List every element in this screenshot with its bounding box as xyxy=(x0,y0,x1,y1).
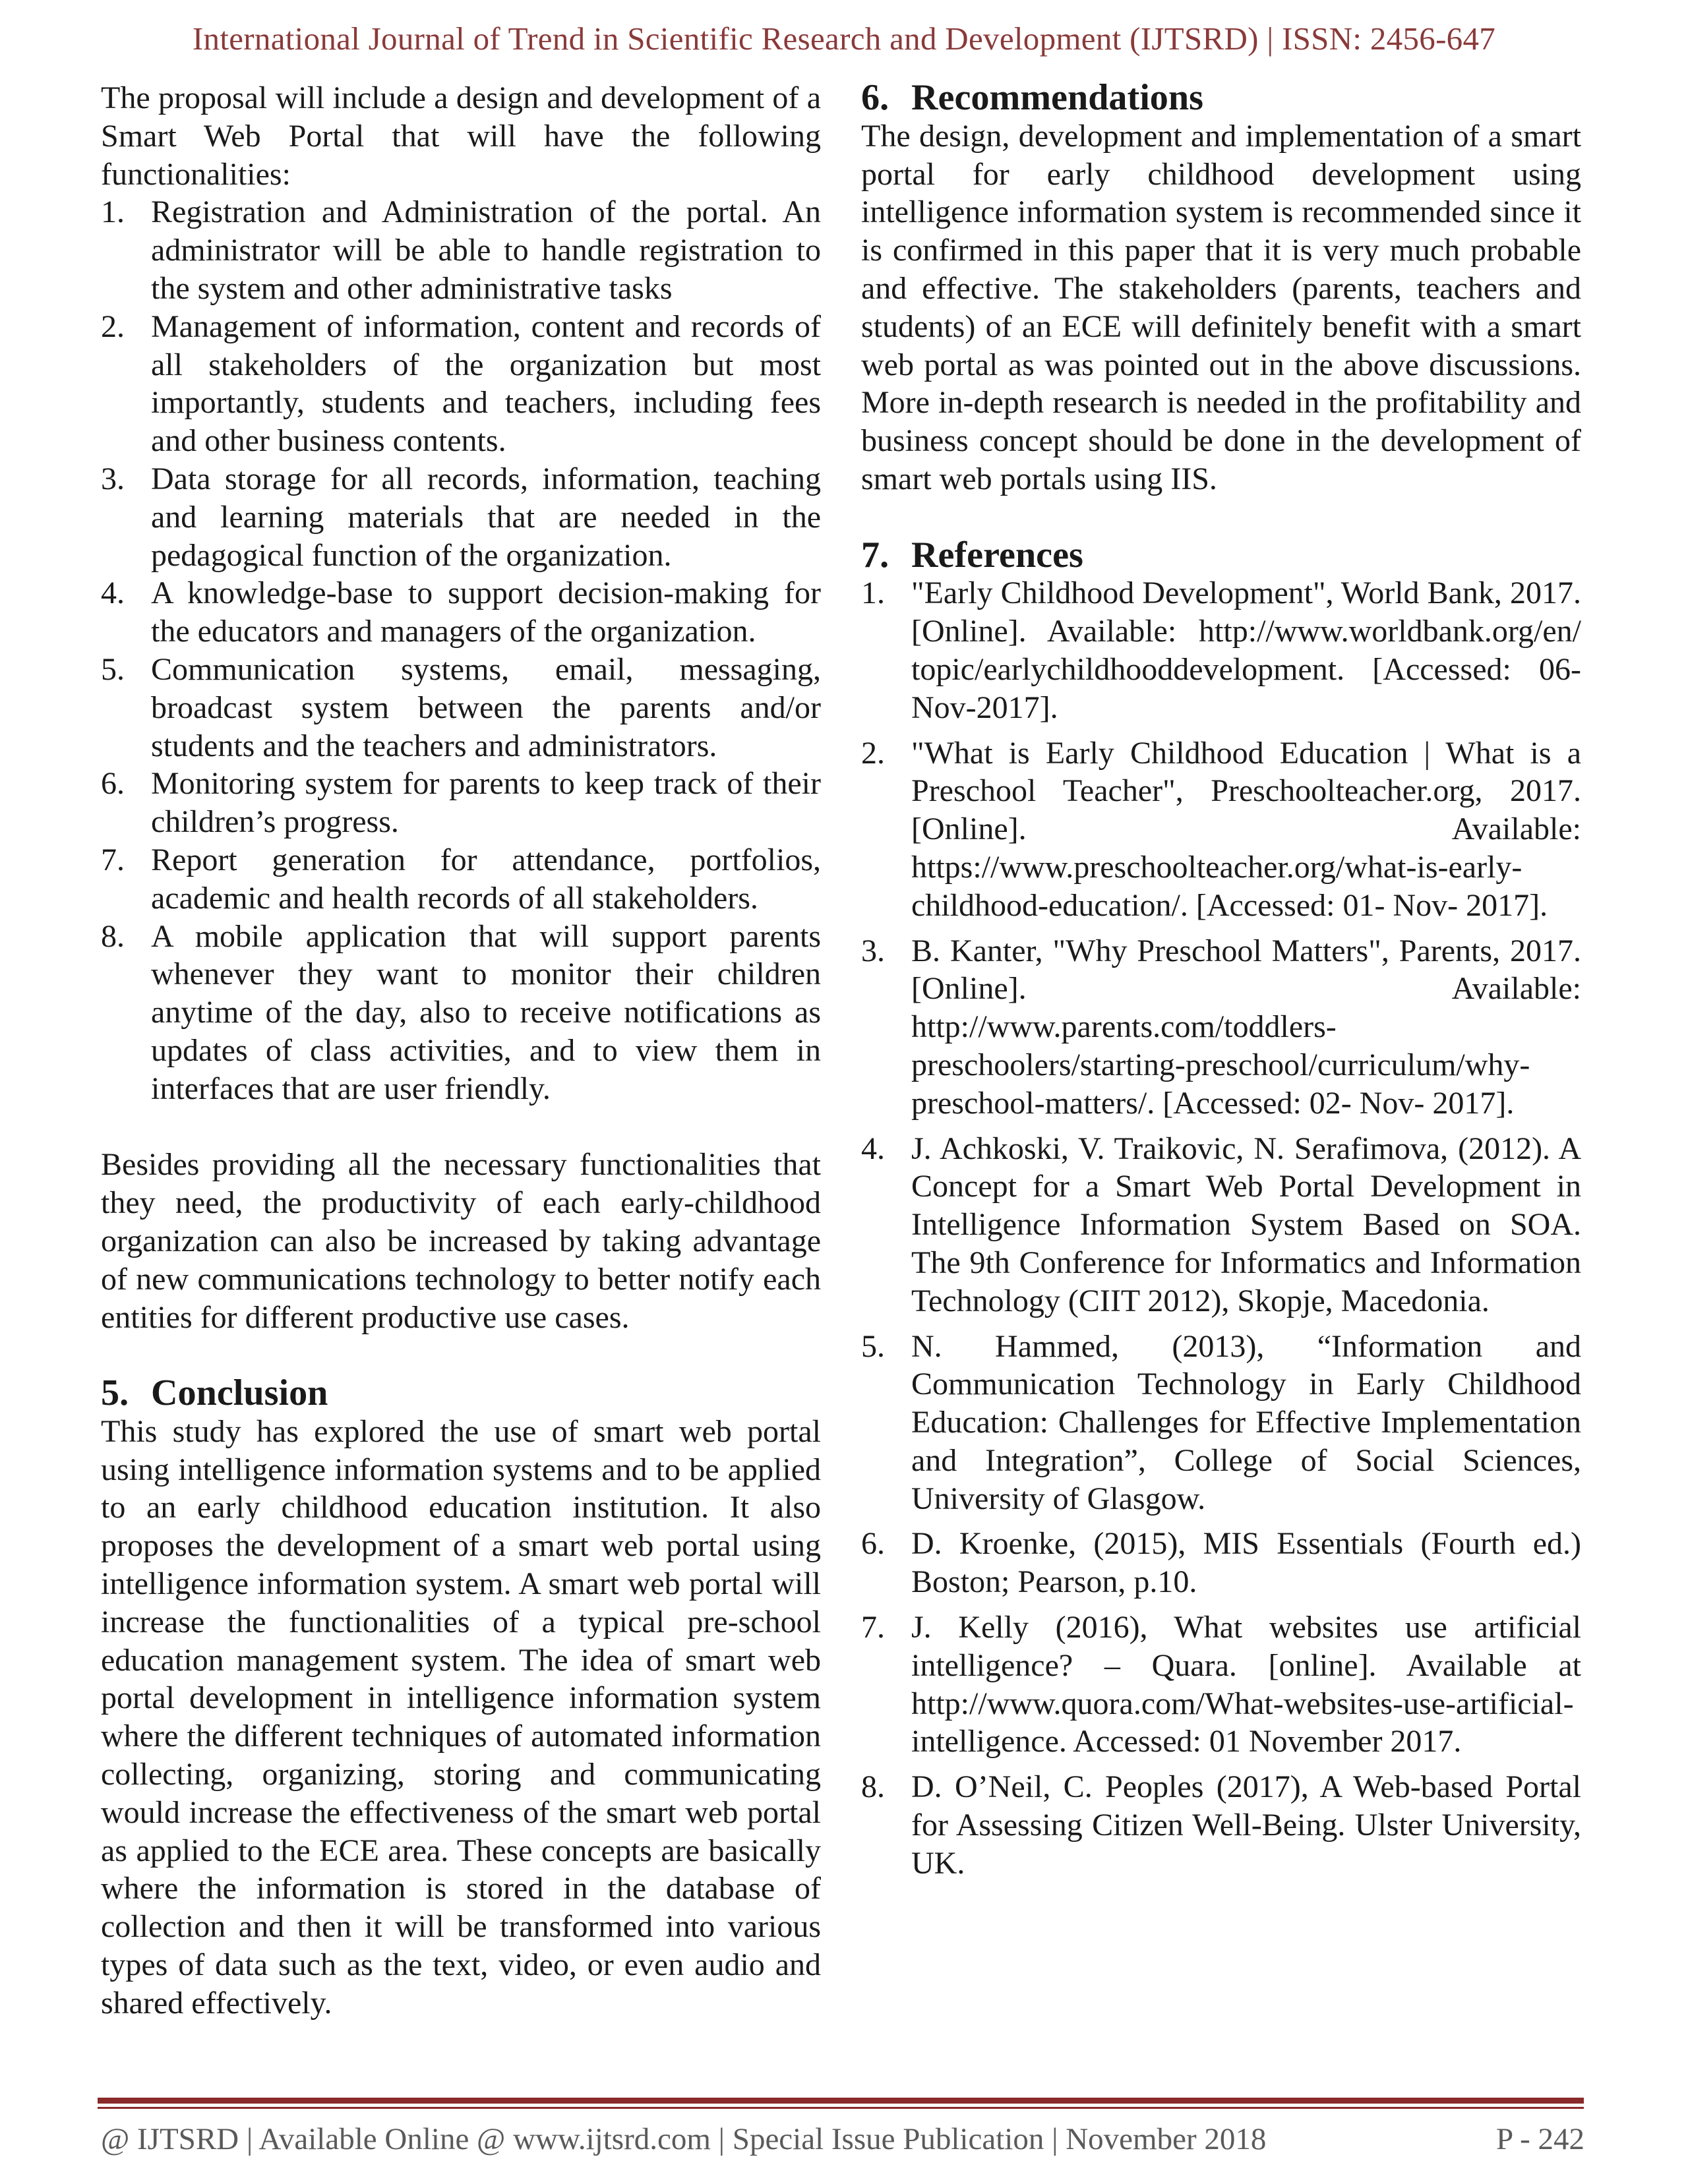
recommendations-paragraph: The design, development and implementation of a smart portal for early childhood development using intelligence information system is recommended since it is confirmed in this paper that it is very much probable and effective. The stakeholders (parents, teachers and students) of an ECE will definitely benefit with a smart web portal as was pointed out in the above discussions. More in-depth research is needed in the profitability and business concept should be done in the development of smart web portals using IIS. xyxy=(861,118,1581,496)
list-item: 7. Report generation for attendance, portfolios, academic and health records of all stakeholders. xyxy=(101,842,821,916)
reference-item: 3. B. Kanter, "Why Preschool Matters", Parents, 2017. [Online]. Available: http://www.parents.com/toddlers-preschoolers/starting-preschool/curriculum/why-preschool-matters/. [Accessed: 02- Nov- 2017]. xyxy=(861,933,1581,1121)
functionalities-list xyxy=(101,193,821,1107)
besides-paragraph: Besides providing all the necessary functionalities that they need, the productivity of each early-childhood organization can also be increased by taking advantage of new communications technology to better notify each entities for different productive use cases. xyxy=(101,1147,821,1335)
list-item: 4. A knowledge-base to support decision-making for the educators and managers of the organization. xyxy=(101,576,821,649)
reference-item: 7. J. Kelly (2016), What websites use artificial intelligence? – Quara. [online]. Available at http://www.quora.com/What-websites-use-artificial- intelligence. Accessed: 01 November 2017. xyxy=(861,1610,1581,1759)
footer-info: @ IJTSRD | Available Online @ www.ijtsrd.com | Special Issue Publication | November 2018 xyxy=(101,2122,1267,2156)
references-list xyxy=(861,574,1581,1882)
list-item: 5. Communication systems, email, messaging, broadcast system between the parents and/or students and the teachers and administrators. xyxy=(101,651,821,763)
page-number: P - 242 xyxy=(1495,2122,1584,2156)
references-heading: 7. References xyxy=(861,534,1083,576)
right-column xyxy=(861,79,1581,1890)
reference-item: 4. J. Achkoski, V. Traikovic, N. Serafimova, (2012). A Concept for a Smart Web Portal Development in Intelligence Information System Based on SOA. The 9th Conference for Informatics and Information Technology (CIIT 2012), Skopje, Macedonia. xyxy=(861,1131,1581,1318)
list-item: 8. A mobile application that will support parents whenever they want to monitor their children anytime of the day, also to receive notifications as updates of class activities, and to view them in interfaces that are user friendly. xyxy=(101,918,821,1106)
footer-divider-thin xyxy=(98,2107,1584,2109)
page-footer xyxy=(101,2121,1584,2157)
reference-item: 6. D. Kroenke, (2015), MIS Essentials (Fourth ed.) Boston; Pearson, p.10. xyxy=(861,1526,1581,1600)
conclusion-heading: 5. Conclusion xyxy=(101,1372,328,1414)
list-item: 6. Monitoring system for parents to keep track of their children’s progress. xyxy=(101,766,821,840)
intro-paragraph: The proposal will include a design and development of a Smart Web Portal that will have the following functionalities: xyxy=(101,80,821,192)
list-item: 2. Management of information, content and records of all stakeholders of the organization but most importantly, students and teachers, including fees and other business contents. xyxy=(101,309,821,459)
list-item: 3. Data storage for all records, information, teaching and learning materials that are needed in the pedagogical function of the organization. xyxy=(101,461,821,573)
list-item: 1. Registration and Administration of the portal. An administrator will be able to handle registration to the system and other administrative tasks xyxy=(101,194,821,306)
recommendations-heading: 6. Recommendations xyxy=(861,77,1203,118)
reference-item: 2. "What is Early Childhood Education | What is a Preschool Teacher", Preschoolteacher.org, 2017. [Online]. Available: https://www.preschoolteacher.org/what-is-early-childhood-education/. [Accessed: 01- Nov- 2017]. xyxy=(861,735,1581,923)
journal-header: International Journal of Trend in Scientific Research and Development (IJTSRD) | ISSN: 2456-647 xyxy=(192,20,1496,57)
reference-item: 8. D. O’Neil, C. Peoples (2017), A Web-based Portal for Assessing Citizen Well-Being. Ulster University, UK. xyxy=(861,1769,1581,1881)
reference-item: 1. "Early Childhood Development", World Bank, 2017. [Online]. Available: http://www.worldbank.org/en/ topic/earlychildhooddevelopment. [Accessed: 06-Nov-2017]. xyxy=(861,576,1581,725)
footer-divider xyxy=(98,2098,1584,2104)
reference-item: 5. N. Hammed, (2013), “Information and Communication Technology in Early Childhood Education: Challenges for Effective Implementation and Integration”, College of Social Sciences, University of Glasgow. xyxy=(861,1328,1581,1516)
left-column xyxy=(101,79,821,2022)
conclusion-paragraph: This study has explored the use of smart web portal using intelligence information systems and to be applied to an early childhood education institution. It also proposes the development of a smart web portal using intelligence information system. A smart web portal will increase the functionalities of a typical pre-school education management system. The idea of smart web portal development in intelligence information system where the different techniques of automated information collecting, organizing, storing and communicating would increase the effectiveness of the smart web portal as applied to the ECE area. These concepts are basically where the information is stored in the database of collection and then it will be transformed into various types of data such as the text, video, or even audio and shared effectively. xyxy=(101,1413,821,2021)
